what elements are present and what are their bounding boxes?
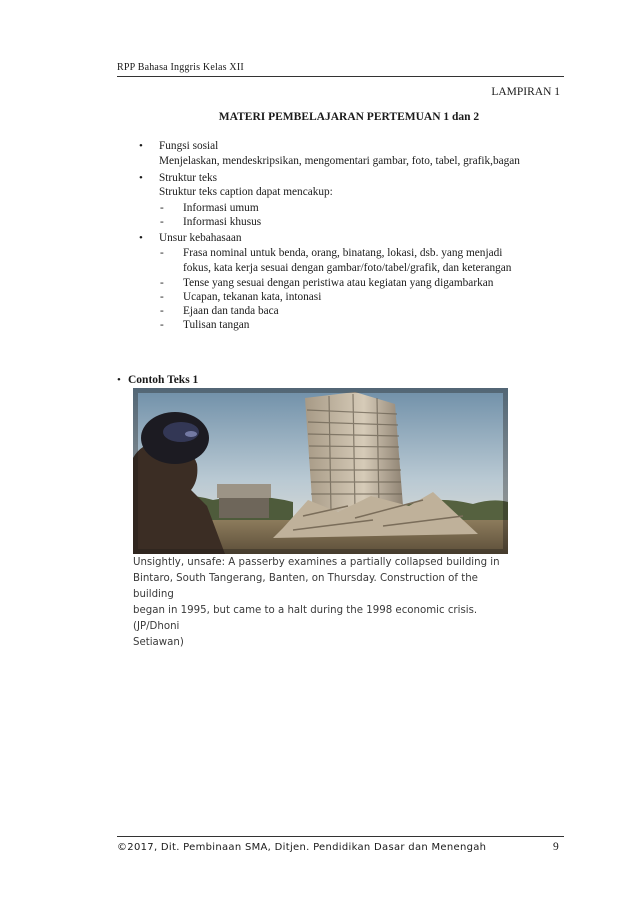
- dash-icon: -: [160, 247, 164, 259]
- section-heading-fungsi: Fungsi sosial: [159, 140, 219, 152]
- dash-icon: -: [160, 216, 164, 228]
- header-divider: [117, 76, 564, 77]
- dash-icon: -: [160, 291, 164, 303]
- photo-caption: [133, 555, 513, 651]
- running-header: RPP Bahasa Inggris Kelas XII: [117, 62, 244, 73]
- page-title: MATERI PEMBELAJARAN PERTEMUAN 1 dan 2: [218, 111, 480, 123]
- section-heading-unsur: Unsur kebahasaan: [159, 232, 242, 244]
- list-item: Frasa nominal untuk benda, orang, binatang, lokasi, dsb. yang menjadi: [183, 247, 503, 259]
- dash-icon: -: [160, 202, 164, 214]
- collapsed-building-photo: [133, 388, 508, 554]
- dash-icon: -: [160, 319, 164, 331]
- list-item: Ucapan, tekanan kata, intonasi: [183, 291, 322, 303]
- section-body-struktur: Struktur teks caption dapat mencakup:: [159, 186, 333, 198]
- bullet-icon: •: [139, 232, 143, 244]
- bullet-icon: •: [139, 172, 143, 184]
- list-item: Informasi umum: [183, 202, 259, 214]
- caption-line: Setiawan): [133, 637, 184, 648]
- bullet-icon: •: [117, 374, 121, 386]
- caption-line: Bintaro, South Tangerang, Banten, on Thursday. Construction of the building: [133, 573, 478, 600]
- example-heading: Contoh Teks 1: [128, 374, 199, 386]
- footer-copyright: ©2017, Dit. Pembinaan SMA, Ditjen. Pendidikan Dasar dan Menengah: [117, 842, 487, 853]
- dash-icon: -: [160, 305, 164, 317]
- dash-icon: -: [160, 277, 164, 289]
- caption-line: began in 1995, but came to a halt during the 1998 economic crisis.(JP/Dhoni: [133, 605, 478, 632]
- footer-divider: [117, 836, 564, 837]
- caption-line: Unsightly, unsafe: A passerby examines a partially collapsed building in: [133, 557, 500, 568]
- list-item: Ejaan dan tanda baca: [183, 305, 279, 317]
- section-heading-struktur: Struktur teks: [159, 172, 218, 184]
- page-number: 9: [553, 841, 559, 853]
- list-item-continuation: fokus, kata kerja sesuai dengan gambar/foto/tabel/grafik, dan keterangan: [183, 262, 512, 274]
- bullet-icon: •: [139, 140, 143, 152]
- appendix-label: LAMPIRAN 1: [491, 86, 560, 98]
- section-body-fungsi: Menjelaskan, mendeskripsikan, mengomentari gambar, foto, tabel, grafik,bagan: [159, 155, 520, 167]
- list-item: Tulisan tangan: [183, 319, 250, 331]
- list-item: Informasi khusus: [183, 216, 262, 228]
- list-item: Tense yang sesuai dengan peristiwa atau kegiatan yang digambarkan: [183, 277, 494, 289]
